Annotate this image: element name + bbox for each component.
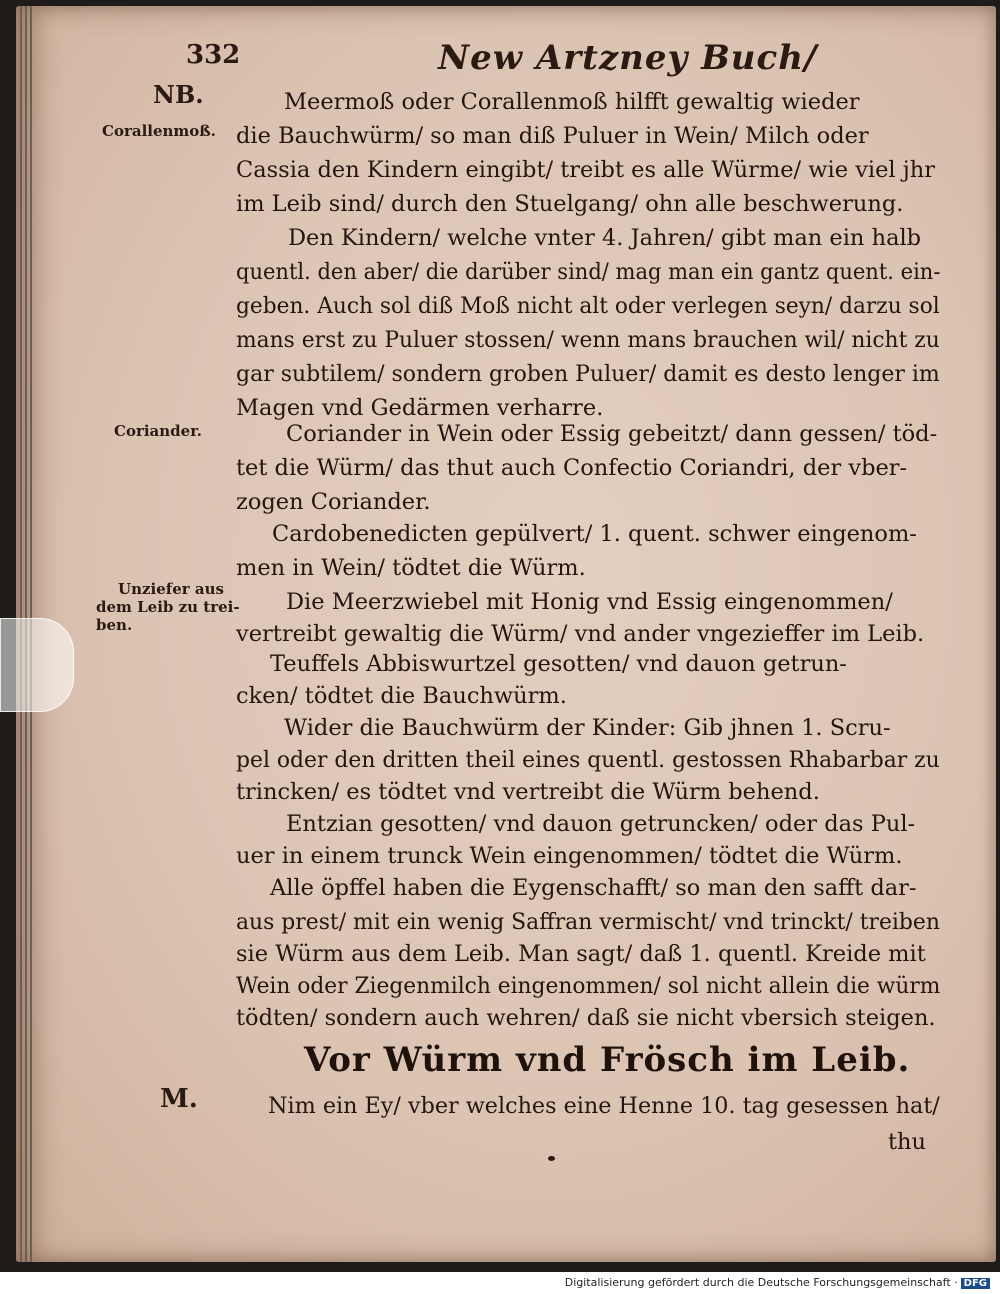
text-line: tet die Würm/ das thut auch Confectio Coriandri, der vber-	[236, 455, 908, 481]
catchword: thu	[888, 1129, 927, 1155]
margin-note-m: M.	[160, 1084, 198, 1114]
text-line: quentl. den aber/ die darüber sind/ mag man ein gantz quent. ein-	[236, 259, 941, 285]
page-number: 332	[186, 40, 241, 70]
text-line: die Bauchwürm/ so man diß Puluer in Wein/ Milch oder	[236, 123, 869, 149]
text-line: Meermoß oder Corallenmoß hilfft gewaltig wieder	[284, 89, 860, 115]
text-line: aus prest/ mit ein wenig Saffran vermischt/ vnd trinckt/ treiben	[236, 909, 940, 935]
margin-note-unziefer: Unziefer aus	[118, 580, 224, 598]
margin-note-nb: NB.	[153, 80, 204, 109]
running-title: New Artzney Buch/	[438, 38, 818, 78]
text-line: Wein oder Ziegenmilch eingenommen/ sol nicht allein die würm	[236, 973, 941, 999]
footer-text: Digitalisierung gefördert durch die Deutsche Forschungsgemeinschaft ·	[564, 1276, 958, 1289]
text-line: Magen vnd Gedärmen verharre.	[236, 395, 604, 421]
text-line: tödten/ sondern auch wehren/ daß sie nicht vbersich steigen.	[236, 1005, 936, 1031]
text-line: mans erst zu Puluer stossen/ wenn mans brauchen wil/ nicht zu	[236, 327, 940, 353]
margin-note-unziefer: dem Leib zu trei-	[96, 598, 240, 616]
signature-mark	[548, 1156, 555, 1161]
text-line: Cardobenedicten gepülvert/ 1. quent. schwer eingenom-	[272, 521, 917, 547]
text-line: trincken/ es tödtet vnd vertreibt die Würm behend.	[236, 779, 820, 805]
text-line: sie Würm aus dem Leib. Man sagt/ daß 1. quentl. Kreide mit	[236, 941, 926, 967]
footer-credit	[565, 1276, 990, 1289]
text-line: zogen Coriander.	[236, 489, 431, 515]
dfg-logo: DFG	[961, 1278, 990, 1289]
text-line: Cassia den Kindern eingibt/ treibt es alle Würme/ wie viel jhr	[236, 157, 935, 183]
text-line: cken/ tödtet die Bauchwürm.	[236, 683, 567, 709]
text-line: uer in einem trunck Wein eingenommen/ tödtet die Würm.	[236, 843, 903, 869]
text-line: Teuffels Abbiswurtzel gesotten/ vnd dauon getrun-	[270, 651, 847, 677]
text-line: gar subtilem/ sondern groben Puluer/ damit es desto lenger im	[236, 361, 940, 387]
text-line: men in Wein/ tödtet die Würm.	[236, 555, 586, 581]
text-line: geben. Auch sol diß Moß nicht alt oder verlegen seyn/ darzu sol	[236, 293, 940, 319]
text-line: Wider die Bauchwürm der Kinder: Gib jhnen 1. Scru-	[284, 715, 891, 741]
margin-note-corallenmoss: Corallenmoß.	[102, 122, 216, 140]
page-clip	[0, 618, 74, 712]
text-line: Coriander in Wein oder Essig gebeitzt/ dann gessen/ töd-	[286, 421, 938, 447]
text-line: Alle öpffel haben die Eygenschafft/ so man den safft dar-	[270, 875, 917, 901]
text-line: Nim ein Ey/ vber welches eine Henne 10. tag gesessen hat/	[268, 1093, 940, 1119]
text-line: Entzian gesotten/ vnd dauon getruncken/ oder das Pul-	[286, 811, 916, 837]
text-line: Die Meerzwiebel mit Honig vnd Essig eingenommen/	[286, 589, 893, 615]
margin-note-coriander: Coriander.	[114, 422, 202, 440]
margin-note-unziefer: ben.	[96, 616, 133, 634]
text-line: pel oder den dritten theil eines quentl. gestossen Rhabarbar zu	[236, 747, 940, 773]
text-line: vertreibt gewaltig die Würm/ vnd ander vngezieffer im Leib.	[236, 621, 925, 647]
text-line: im Leib sind/ durch den Stuelgang/ ohn alle beschwerung.	[236, 191, 904, 217]
text-line: Den Kindern/ welche vnter 4. Jahren/ gibt man ein halb	[288, 225, 922, 251]
section-heading: Vor Würm vnd Frösch im Leib.	[304, 1040, 911, 1080]
